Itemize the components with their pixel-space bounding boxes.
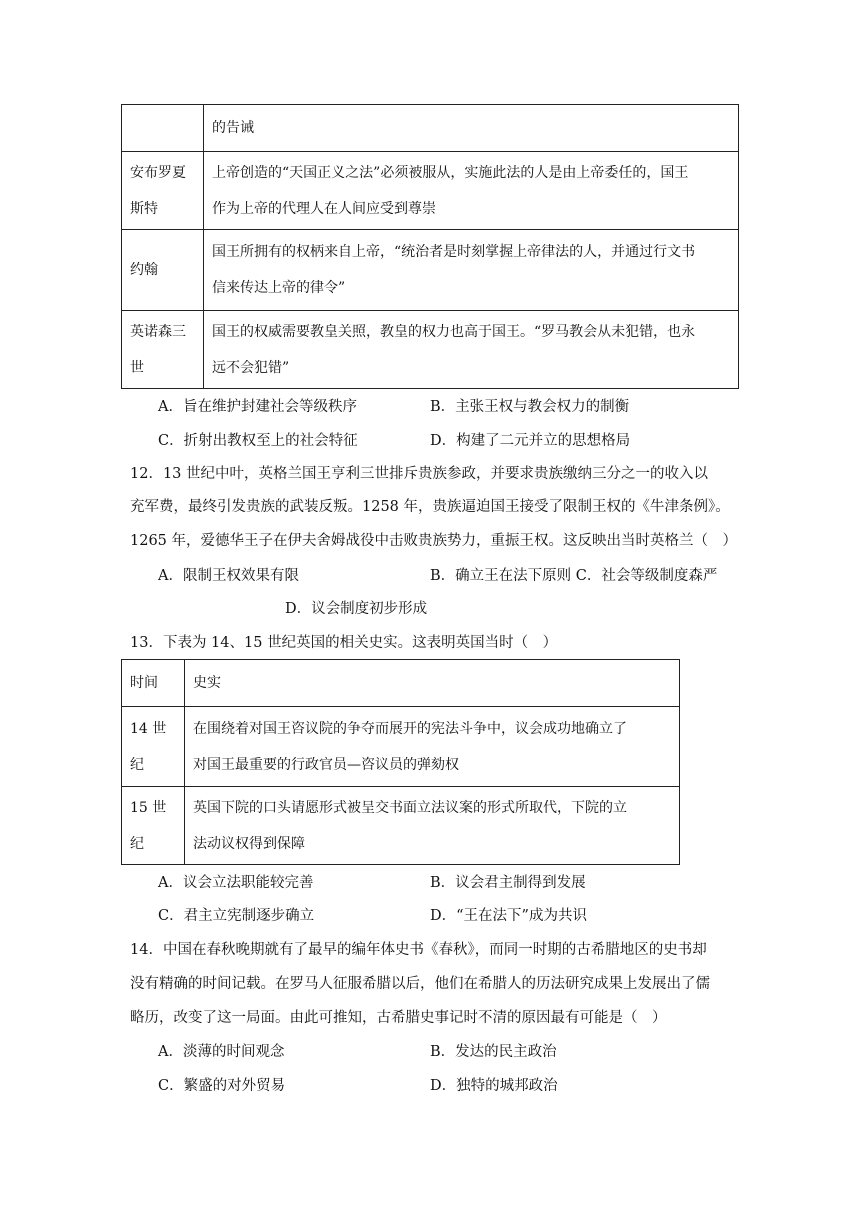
table-row (122, 105, 739, 152)
q14-stem-line: 没有精确的时间记载。在罗马人征服希腊以后，他们在希腊人的历法研究成果上发展出了儒 (130, 976, 710, 992)
table-cell-content (204, 105, 739, 152)
q14-option-b[interactable]: B．发达的民主政治 (430, 1044, 557, 1060)
table-cell-content (204, 152, 739, 230)
cell-text: 信来传达上帝的律令” (212, 280, 346, 296)
q14-option-a[interactable]: A．淡薄的时间观念 (158, 1044, 285, 1060)
q14-stem-line: 略历，改变了这一局面。由此可推知，古希腊史事记时不清的原因最有可能是（ ） (130, 1010, 667, 1026)
table-row (122, 311, 739, 389)
cell-text: 斯特 (130, 200, 158, 217)
q12-stem-line: 充军费，最终引发贵族的武装反叛。1258 年，贵族逼迫国王接受了限制王权的《牛津条例》。 (130, 499, 730, 515)
cell-text: 在围绕着对国王咨议院的争夺而展开的宪法斗争中，议会成功地确立了 (193, 720, 627, 737)
table-cell-content (204, 311, 739, 389)
cell-text: 的告诫 (212, 120, 254, 136)
table-row (122, 707, 680, 787)
cell-text: 对国王最重要的行政官员—咨议员的弹劾权 (193, 756, 459, 773)
cell-text: 英诺森三 (130, 323, 186, 340)
q13-option-b[interactable]: B．议会君主制得到发展 (430, 875, 586, 891)
cell-text: 世 (130, 359, 144, 376)
cell-text: 作为上帝的代理人在人间应受到尊崇 (212, 200, 436, 217)
table-row (122, 230, 739, 311)
cell-fact (185, 707, 680, 787)
q14-option-d[interactable]: D．独特的城邦政治 (430, 1078, 558, 1094)
table-cell-name (122, 311, 204, 389)
q13-option-a[interactable]: A．议会立法职能较完善 (158, 875, 314, 891)
q12-stem-line: 12．13 世纪中叶，英格兰国王亨利三世排斥贵族参政，并要求贵族缴纳三分之一的收入以 (130, 466, 709, 482)
table-cell-name (122, 152, 204, 230)
cell-time: 14 世纪 (122, 707, 185, 787)
q11-option-a[interactable]: A．旨在维护封建社会等级秩序 (158, 399, 357, 415)
q14-stem-line: 14．中国在春秋晚期就有了最早的编年体史书《春秋》，而同一时期的古希腊地区的史书却 (130, 942, 707, 958)
table-row (122, 152, 739, 230)
q14-option-c[interactable]: C．繁盛的对外贸易 (158, 1078, 286, 1094)
cell-text: 安布罗夏 (130, 164, 186, 181)
table-header-row (122, 660, 680, 707)
thinkers-table (121, 104, 739, 389)
cell-time: 15 世纪 (122, 787, 185, 865)
cell-text: 约翰 (130, 262, 158, 278)
table-cell-content (204, 230, 739, 311)
q11-option-d[interactable]: D．构建了二元并立的思想格局 (430, 433, 631, 449)
q11-option-b[interactable]: B．主张王权与教会权力的制衡 (430, 399, 630, 415)
cell-fact (185, 787, 680, 865)
table-cell-name (122, 230, 204, 311)
q13-option-c[interactable]: C．君主立宪制逐步确立 (158, 908, 315, 924)
q13-option-d[interactable]: D．“王在法下”成为共识 (430, 908, 587, 924)
cell-text: 英国下院的口头请愿形式被呈交书面立法议案的形式所取代，下院的立 (193, 799, 627, 816)
cell-text: 国王所拥有的权柄来自上帝，“统治者是时刻掌握上帝律法的人，并通过行文书 (212, 244, 696, 260)
cell-text: 上帝创造的“天国正义之法”必须被服从，实施此法的人是由上帝委任的，国王 (212, 164, 689, 181)
q12-option-d[interactable]: D．议会制度初步形成 (285, 601, 428, 617)
cell-text: 法动议权得到保障 (193, 835, 305, 852)
q13-stem: 13．下表为 14、15 世纪英国的相关史实。这表明英国当时（ ） (130, 635, 558, 651)
header-time: 时间 (122, 660, 185, 707)
cell-text: 国王的权威需要教皇关照，教皇的权力也高于国王。“罗马教会从未犯错，也永 (212, 323, 696, 340)
header-fact: 史实 (185, 660, 680, 707)
q12-option-a[interactable]: A．限制王权效果有限 (158, 568, 299, 584)
q11-option-c[interactable]: C．折射出教权至上的社会特征 (158, 433, 358, 449)
table-cell-name (122, 105, 204, 152)
history-facts-table (121, 659, 680, 865)
table-row (122, 787, 680, 865)
q12-option-bc[interactable]: B．确立王在法下原则 C．社会等级制度森严 (430, 568, 718, 584)
q12-stem-line: 1265 年，爱德华王子在伊夫舍姆战役中击败贵族势力，重振王权。这反映出当时英格兰（ ） (130, 533, 738, 549)
cell-text: 远不会犯错” (212, 359, 290, 376)
